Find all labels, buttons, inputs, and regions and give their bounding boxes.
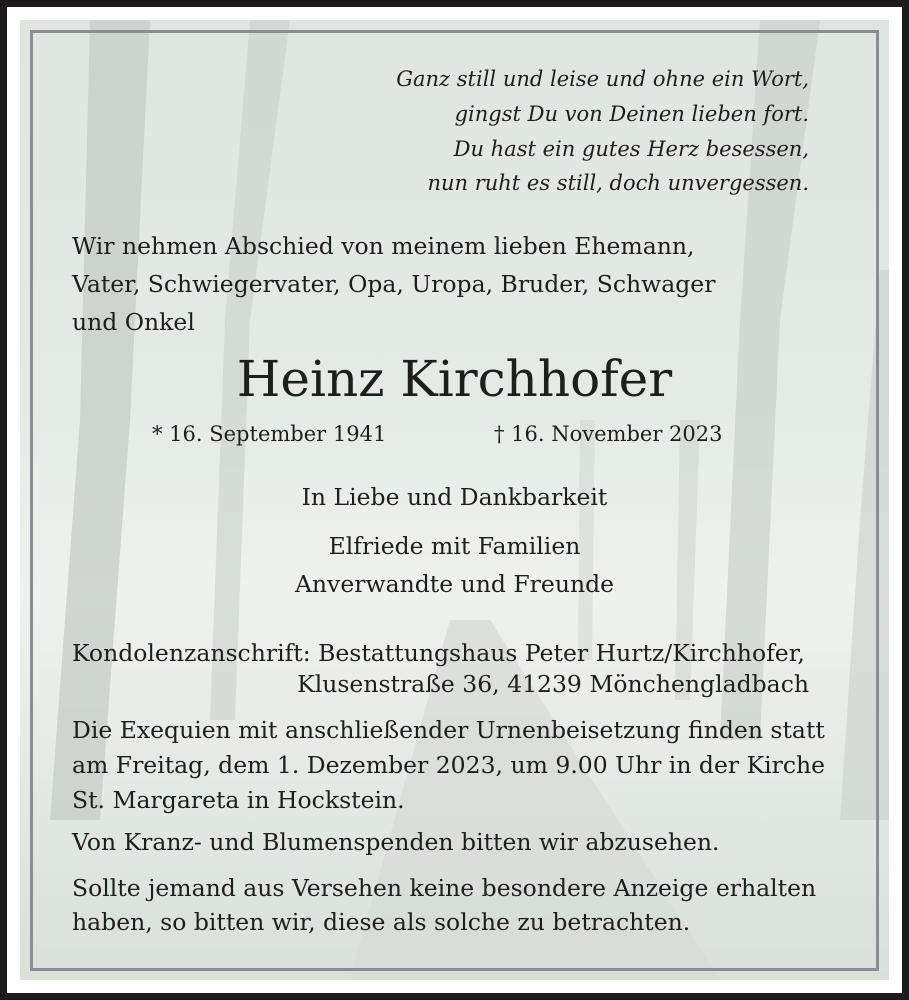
funeral-line: am Freitag, dem 1. Dezember 2023, um 9.00 Uhr in der Kirche bbox=[72, 751, 826, 779]
address-line: Klusenstraße 36, 41239 Mönchengladbach bbox=[297, 670, 809, 698]
intro-line: Wir nehmen Abschied von meinem lieben Ehemann, bbox=[72, 232, 695, 260]
poem-line: Ganz still und leise und ohne ein Wort, bbox=[396, 67, 809, 91]
intro-line: Vater, Schwiegervater, Opa, Uropa, Bruder, Schwager bbox=[72, 270, 716, 298]
poem-line: nun ruht es still, doch unvergessen. bbox=[427, 171, 809, 195]
birth-date: * 16. September 1941 bbox=[152, 422, 387, 446]
flowers-note: Von Kranz- und Blumenspenden bitten wir abzusehen. bbox=[72, 828, 720, 856]
funeral-line: St. Margareta in Hockstein. bbox=[72, 786, 405, 814]
mourners: Elfriede mit Familien bbox=[328, 532, 581, 560]
intro-line: und Onkel bbox=[72, 308, 195, 336]
deceased-name: Heinz Kirchhofer bbox=[236, 350, 673, 408]
poem-line: gingst Du von Deinen lieben fort. bbox=[454, 102, 809, 126]
mourners: Anverwandte und Freunde bbox=[294, 570, 615, 598]
closing-line: In Liebe und Dankbarkeit bbox=[301, 483, 608, 511]
death-date: † 16. November 2023 bbox=[494, 422, 723, 446]
notice-line: Sollte jemand aus Versehen keine besondere Anzeige erhalten bbox=[72, 874, 817, 902]
address-line: Kondolenzanschrift: Bestattungshaus Peter Hurtz/Kirchhofer, bbox=[72, 639, 805, 667]
poem-line: Du hast ein gutes Herz besessen, bbox=[453, 137, 809, 161]
funeral-line: Die Exequien mit anschließender Urnenbeisetzung finden statt bbox=[72, 716, 825, 744]
notice-line: haben, so bitten wir, diese als solche zu betrachten. bbox=[72, 908, 691, 936]
